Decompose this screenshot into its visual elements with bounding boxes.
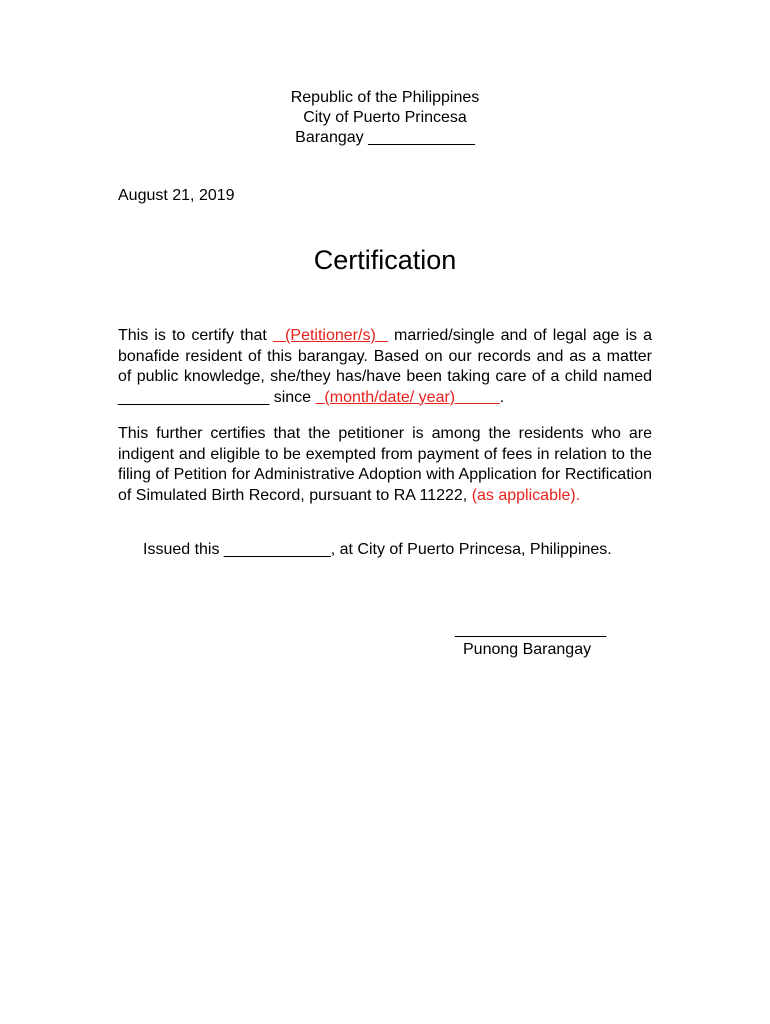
signatory-title: Punong Barangay <box>463 641 592 658</box>
document-title: Certification <box>313 245 457 275</box>
header-barangay: Barangay ____________ <box>295 129 475 146</box>
paragraph1-end: . <box>499 388 505 406</box>
signature-line: _________________ <box>455 621 607 638</box>
issued-line: Issued this ____________, at City of Puerto Princesa, Philippines. <box>143 541 612 558</box>
document-header <box>0 88 770 148</box>
certification-paragraph <box>118 326 652 408</box>
header-republic: Republic of the Philippines <box>290 89 480 106</box>
applicable-note: (as applicable). <box>471 486 581 504</box>
paragraph1-intro: This is to certify that <box>118 327 273 344</box>
since-date-blank: (month/date/ year) <box>315 388 500 406</box>
document-date: August 21, 2019 <box>118 187 235 204</box>
indigency-paragraph <box>118 424 652 506</box>
paragraph2-body: This further certifies that the petitioner is among the residents who are indigent and eligible to be exempted from payment of fees in relation to the filing of Petition for Administrative Adoption with Application for Rectification of Simulated Birth Record, pursuant to RA 11222, <box>118 425 652 504</box>
header-city: City of Puerto Princesa <box>303 109 467 126</box>
petitioner-blank: (Petitioner/s) <box>272 327 388 344</box>
paragraph1-body: married/single and of legal age is a bonafide resident of this barangay. Based on our records and as a matter of public knowledge, she/they has/have been taking care of a child named _________________ since <box>118 327 652 406</box>
